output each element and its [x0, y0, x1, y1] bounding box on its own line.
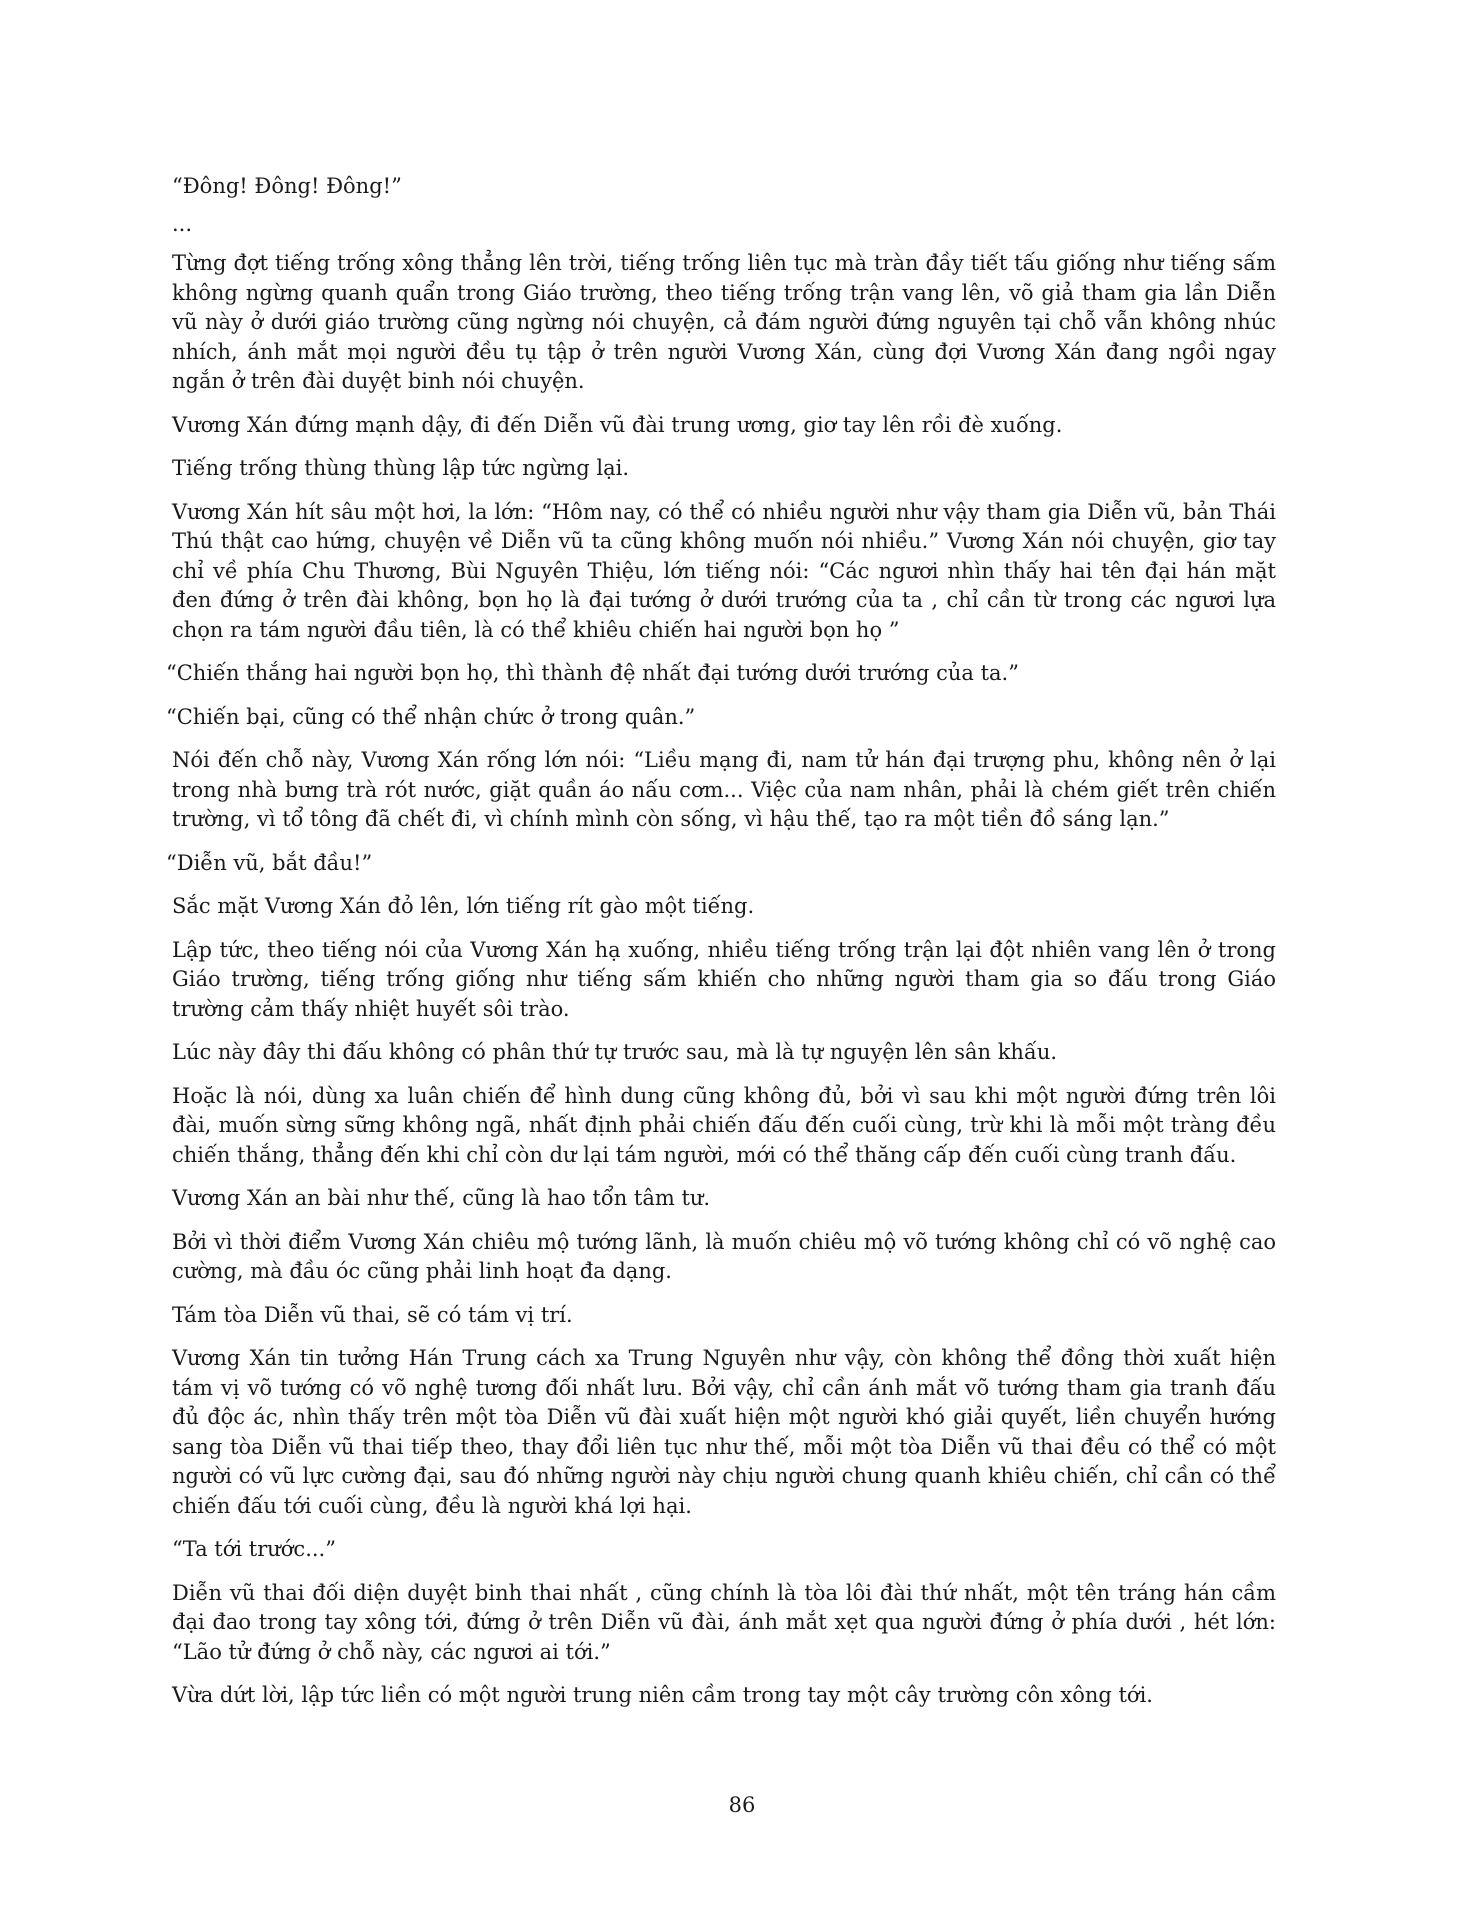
paragraph-dialogue: “Ta tới trước...”: [172, 1537, 336, 1561]
paragraph: Lập tức, theo tiếng nói của Vương Xán hạ xuống, nhiều tiếng trống trận lại đột nhiên vang lên ở trong Giáo trường, tiếng trống giống như tiếng sấm khiến cho những người tham gia so đấu trong Giáo trường cảm thấy nhiệt huyết sôi trào.: [172, 937, 1276, 1021]
paragraph: Hoặc là nói, dùng xa luân chiến để hình dung cũng không đủ, bởi vì sau khi một người đứng trên lôi đài, muốn sừng sững không ngã, nhất định phải chiến đấu đến cuối cùng, trừ khi là mỗi một tràng đều chiến thắng, thẳng đến khi chỉ còn dư lại tám người, mới có thể thăng cấp đến cuối cùng tranh đấu.: [172, 1083, 1276, 1167]
paragraph-dialogue-drums: “Đông! Đông! Đông!”: [172, 174, 402, 198]
body-text: [166, 172, 1276, 1725]
paragraph: Bởi vì thời điểm Vương Xán chiêu mộ tướng lãnh, là muốn chiêu mộ võ tướng không chỉ có võ nghệ cao cường, mà đầu óc cũng phải linh hoạt đa dạng.: [172, 1229, 1276, 1283]
paragraph-dialogue: “Chiến thắng hai người bọn họ, thì thành đệ nhất đại tướng dưới trướng của ta.”: [166, 661, 1019, 685]
paragraph-dialogue: “Chiến bại, cũng có thể nhận chức ở trong quân.”: [166, 704, 696, 729]
paragraph: Vương Xán đứng mạnh dậy, đi đến Diễn vũ đài trung ương, giơ tay lên rồi đè xuống.: [172, 412, 1063, 437]
page-number: 86: [728, 1793, 756, 1817]
paragraph: Vừa dứt lời, lập tức liền có một người trung niên cầm trong tay một cây trường côn xông tới.: [172, 1683, 1153, 1707]
paragraph: Vương Xán tin tưởng Hán Trung cách xa Trung Nguyên như vậy, còn không thể đồng thời xuất hiện tám vị võ tướng có võ nghệ tương đối nhất lưu. Bởi vậy, chỉ cần ánh mắt võ tướng tham gia tranh đấu đủ độc ác, nhìn thấy trên một tòa Diễn vũ đài xuất hiện một người khó giải quyết, liền chuyển hướng sang tòa Diễn vũ thai tiếp theo, thay đổi liên tục như thế, mỗi một tòa Diễn vũ thai đều có thể có một người có vũ lực cường đại, sau đó những người này chịu người chung quanh khiêu chiến, chỉ cần có thể chiến đấu tới cuối cùng, đều là người khá lợi hại.: [172, 1346, 1276, 1518]
paragraph: Vương Xán an bài như thế, cũng là hao tổn tâm tư.: [172, 1186, 711, 1210]
paragraph: Sắc mặt Vương Xán đỏ lên, lớn tiếng rít gào một tiếng.: [172, 894, 755, 918]
paragraph: Tiếng trống thùng thùng lập tức ngừng lại.: [172, 456, 630, 480]
paragraph: Vương Xán hít sâu một hơi, la lớn: “Hôm nay, có thể có nhiều người như vậy tham gia Diễn vũ, bản Thái Thú thật cao hứng, chuyện về Diễn vũ ta cũng không muốn nói nhiều.” Vương Xán nói chuyện, giơ tay chỉ về phía Chu Thương, Bùi Nguyên Thiệu, lớn tiếng nói: “Các ngươi nhìn thấy hai tên đại hán mặt đen đứng ở trên đài không, bọn họ là đại tướng ở dưới trướng của ta , chỉ cần từ trong các ngươi lựa chọn ra tám người đầu tiên, là có thể khiêu chiến hai người bọn họ ”: [172, 499, 1276, 642]
paragraph: Nói đến chỗ này, Vương Xán rống lớn nói: “Liều mạng đi, nam tử hán đại trượng phu, không nên ở lại trong nhà bưng trà rót nước, giặt quần áo nấu cơm... Việc của nam nhân, phải là chém giết trên chiến trường, vì tổ tông đã chết đi, vì chính mình còn sống, vì hậu thế, tạo ra một tiền đồ sáng lạn.”: [172, 748, 1276, 831]
paragraph-dialogue: “Diễn vũ, bắt đầu!”: [166, 850, 373, 875]
paragraph-ellipsis: ...: [172, 211, 193, 236]
paragraph: Diễn vũ thai đối diện duyệt binh thai nhất , cũng chính là tòa lôi đài thứ nhất, một tên tráng hán cầm đại đao trong tay xông tới, đứng ở trên Diễn vũ đài, ánh mắt xẹt qua người đứng ở phía dưới , hét lớn: “Lão tử đứng ở chỗ này, các ngươi ai tới.”: [172, 1580, 1276, 1664]
paragraph: Tám tòa Diễn vũ thai, sẽ có tám vị trí.: [172, 1302, 573, 1327]
paragraph: Từng đợt tiếng trống xông thẳng lên trời, tiếng trống liên tục mà tràn đầy tiết tấu giống như tiếng sấm không ngừng quanh quẩn trong Giáo trường, theo tiếng trống trận vang lên, võ giả tham gia lần Diễn vũ này ở dưới giáo trường cũng ngừng nói chuyện, cả đám người đứng nguyên tại chỗ vẫn không nhúc nhích, ánh mắt mọi người đều tụ tập ở trên người Vương Xán, cùng đợi Vương Xán đang ngồi ngay ngắn ở trên đài duyệt binh nói chuyện.: [172, 251, 1276, 393]
paragraph: Lúc này đây thi đấu không có phân thứ tự trước sau, mà là tự nguyện lên sân khấu.: [172, 1040, 1058, 1064]
